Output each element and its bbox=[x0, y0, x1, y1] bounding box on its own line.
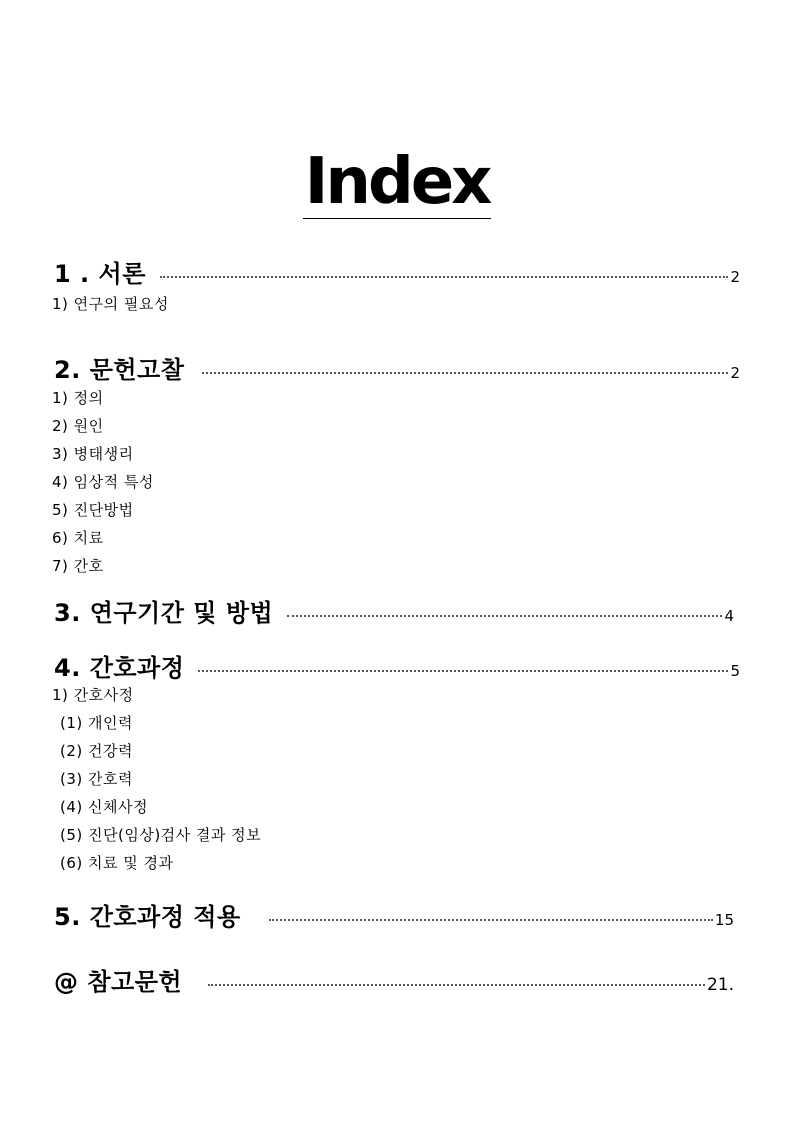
page-title bbox=[0, 146, 794, 219]
toc-section-4[interactable] bbox=[54, 648, 740, 683]
toc-item[interactable]: 5) 진단방법 bbox=[52, 501, 134, 519]
section-number: 3. bbox=[54, 599, 81, 627]
toc-item[interactable]: 1) 간호사정 bbox=[52, 686, 134, 704]
page-number: 21. bbox=[706, 975, 734, 995]
toc-section-2[interactable] bbox=[54, 350, 740, 385]
section-label: 문헌고찰 bbox=[89, 356, 185, 384]
toc-item[interactable]: (1) 개인력 bbox=[60, 714, 133, 732]
toc-item[interactable]: (3) 간호력 bbox=[60, 770, 133, 788]
toc-item[interactable]: (6) 치료 및 경과 bbox=[60, 854, 174, 872]
toc-item[interactable]: (4) 신체사정 bbox=[60, 798, 148, 816]
toc-item[interactable]: 4) 임상적 특성 bbox=[52, 473, 154, 491]
section-number: 5. bbox=[54, 903, 81, 931]
dot-leader bbox=[269, 919, 713, 921]
toc-item[interactable]: (2) 건강력 bbox=[60, 742, 133, 760]
toc-section-3[interactable] bbox=[54, 593, 734, 628]
dot-leader bbox=[160, 276, 729, 278]
section-number: 4. bbox=[54, 654, 81, 682]
toc-item[interactable]: 3) 병태생리 bbox=[52, 445, 134, 463]
section-number: 2. bbox=[54, 356, 81, 384]
page-number: 4 bbox=[724, 607, 734, 625]
toc-item[interactable]: 2) 원인 bbox=[52, 417, 104, 435]
section-number: 1 . bbox=[54, 260, 90, 288]
section-label: 간호과정 bbox=[89, 654, 185, 682]
page-number: 5 bbox=[730, 662, 740, 680]
page-number: 15 bbox=[714, 911, 734, 929]
toc-section-references[interactable] bbox=[54, 962, 734, 997]
section-label: 간호과정 적용 bbox=[89, 903, 241, 931]
page-title-text: Index bbox=[304, 145, 490, 219]
dot-leader bbox=[198, 670, 728, 672]
toc-section-5[interactable] bbox=[54, 897, 734, 932]
toc-item[interactable]: 6) 치료 bbox=[52, 529, 104, 547]
toc-item[interactable]: 1) 정의 bbox=[52, 389, 104, 407]
section-number: @ bbox=[54, 968, 79, 996]
toc-item[interactable]: 1) 연구의 필요성 bbox=[52, 295, 169, 313]
section-label: 연구기간 및 방법 bbox=[89, 599, 274, 627]
dot-leader bbox=[287, 615, 722, 617]
page-number: 2 bbox=[730, 364, 740, 382]
dot-leader bbox=[208, 984, 705, 986]
toc-item[interactable]: 7) 간호 bbox=[52, 557, 104, 575]
toc-item[interactable]: (5) 진단(임상)검사 결과 정보 bbox=[60, 826, 262, 844]
dot-leader bbox=[202, 372, 728, 374]
toc-section-1[interactable] bbox=[54, 254, 740, 289]
section-label: 서론 bbox=[98, 260, 146, 288]
page-number: 2 bbox=[730, 268, 740, 286]
section-label: 참고문헌 bbox=[87, 968, 183, 996]
